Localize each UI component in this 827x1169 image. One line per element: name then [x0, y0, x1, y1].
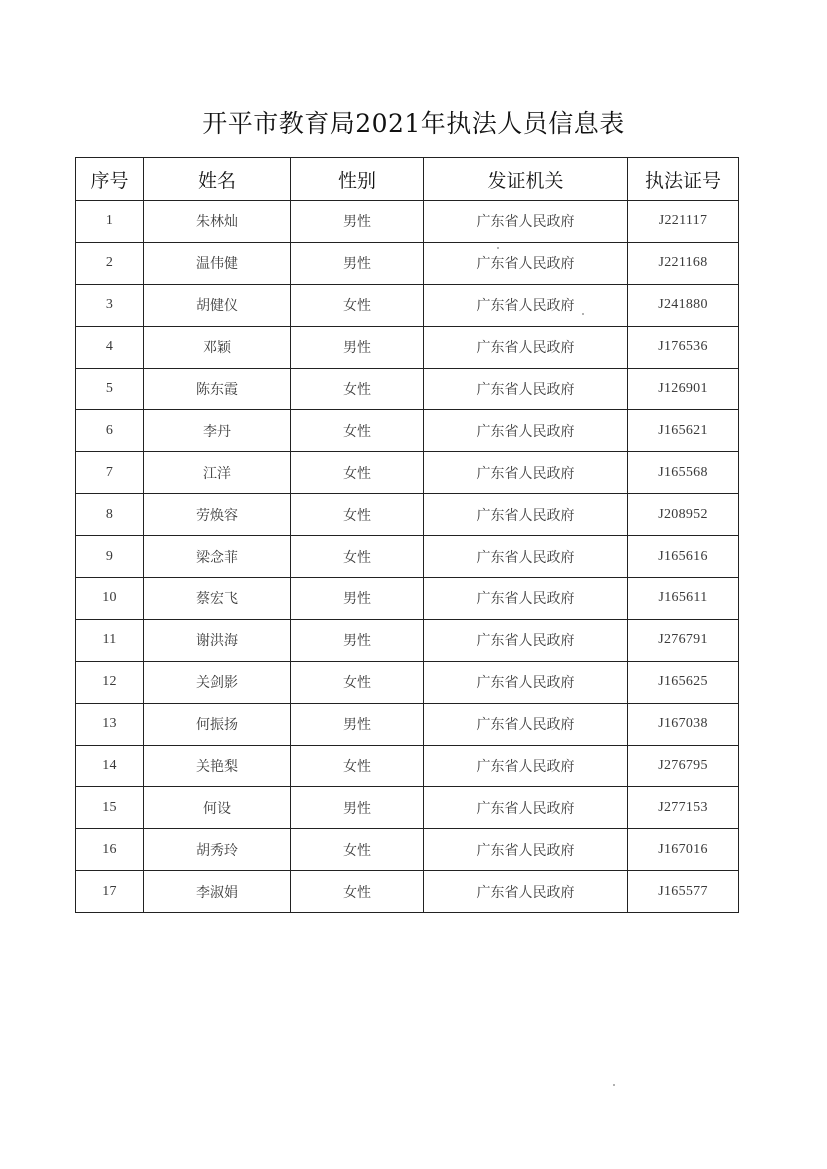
cell-issuer: 广东省人民政府	[424, 368, 628, 410]
cell-gender: 女性	[291, 410, 424, 452]
scan-speck	[613, 1084, 615, 1086]
cell-name: 何振扬	[144, 703, 291, 745]
cell-name: 胡健仪	[144, 284, 291, 326]
table-row	[76, 326, 739, 368]
cell-gender: 男性	[291, 326, 424, 368]
cell-name: 关艳梨	[144, 745, 291, 787]
cell-cert: J221117	[628, 201, 739, 243]
cell-name: 陈东霞	[144, 368, 291, 410]
cell-seq: 5	[76, 368, 144, 410]
cell-seq: 2	[76, 242, 144, 284]
cell-cert: J277153	[628, 787, 739, 829]
cell-issuer: 广东省人民政府	[424, 871, 628, 913]
cell-issuer: 广东省人民政府	[424, 619, 628, 661]
table-row	[76, 536, 739, 578]
cell-issuer: 广东省人民政府	[424, 787, 628, 829]
cell-seq: 1	[76, 201, 144, 243]
cell-cert: J165577	[628, 871, 739, 913]
cell-gender: 男性	[291, 578, 424, 620]
header-cert: 执法证号	[628, 158, 739, 201]
cell-gender: 女性	[291, 368, 424, 410]
scan-speck	[497, 247, 499, 249]
cell-issuer: 广东省人民政府	[424, 494, 628, 536]
cell-cert: J165621	[628, 410, 739, 452]
cell-name: 江洋	[144, 452, 291, 494]
cell-issuer: 广东省人民政府	[424, 829, 628, 871]
cell-gender: 男性	[291, 619, 424, 661]
cell-gender: 女性	[291, 494, 424, 536]
cell-gender: 女性	[291, 871, 424, 913]
table-row	[76, 410, 739, 452]
table-row	[76, 871, 739, 913]
cell-seq: 6	[76, 410, 144, 452]
cell-cert: J221168	[628, 242, 739, 284]
cell-seq: 13	[76, 703, 144, 745]
header-seq: 序号	[76, 158, 144, 201]
cell-issuer: 广东省人民政府	[424, 536, 628, 578]
cell-seq: 11	[76, 619, 144, 661]
table-header-row	[76, 158, 739, 201]
cell-gender: 女性	[291, 661, 424, 703]
cell-name: 谢洪海	[144, 619, 291, 661]
cell-seq: 15	[76, 787, 144, 829]
cell-gender: 女性	[291, 536, 424, 578]
cell-issuer: 广东省人民政府	[424, 284, 628, 326]
cell-cert: J165568	[628, 452, 739, 494]
table-row	[76, 703, 739, 745]
cell-gender: 男性	[291, 787, 424, 829]
cell-seq: 4	[76, 326, 144, 368]
cell-gender: 女性	[291, 745, 424, 787]
table-row	[76, 201, 739, 243]
cell-name: 梁念菲	[144, 536, 291, 578]
cell-name: 朱林灿	[144, 201, 291, 243]
info-table	[75, 157, 739, 913]
cell-cert: J165625	[628, 661, 739, 703]
cell-seq: 9	[76, 536, 144, 578]
table-row	[76, 284, 739, 326]
cell-cert: J165616	[628, 536, 739, 578]
cell-cert: J167038	[628, 703, 739, 745]
cell-gender: 女性	[291, 829, 424, 871]
cell-name: 蔡宏飞	[144, 578, 291, 620]
cell-name: 何设	[144, 787, 291, 829]
cell-cert: J165611	[628, 578, 739, 620]
table-row	[76, 661, 739, 703]
cell-name: 李淑娟	[144, 871, 291, 913]
table-row	[76, 452, 739, 494]
cell-name: 劳焕容	[144, 494, 291, 536]
cell-cert: J276795	[628, 745, 739, 787]
cell-gender: 男性	[291, 201, 424, 243]
page-title: 开平市教育局2021年执法人员信息表	[202, 109, 625, 138]
cell-gender: 女性	[291, 452, 424, 494]
cell-cert: J126901	[628, 368, 739, 410]
cell-seq: 8	[76, 494, 144, 536]
table-row	[76, 242, 739, 284]
cell-seq: 16	[76, 829, 144, 871]
table-row	[76, 368, 739, 410]
cell-name: 邓颖	[144, 326, 291, 368]
cell-gender: 男性	[291, 242, 424, 284]
cell-issuer: 广东省人民政府	[424, 578, 628, 620]
cell-name: 温伟健	[144, 242, 291, 284]
header-gender: 性别	[291, 158, 424, 201]
cell-issuer: 广东省人民政府	[424, 452, 628, 494]
table-row	[76, 619, 739, 661]
cell-issuer: 广东省人民政府	[424, 410, 628, 452]
cell-gender: 男性	[291, 703, 424, 745]
cell-name: 胡秀玲	[144, 829, 291, 871]
header-name: 姓名	[144, 158, 291, 201]
table-row	[76, 829, 739, 871]
cell-issuer: 广东省人民政府	[424, 745, 628, 787]
cell-seq: 17	[76, 871, 144, 913]
cell-issuer: 广东省人民政府	[424, 661, 628, 703]
cell-seq: 12	[76, 661, 144, 703]
cell-seq: 10	[76, 578, 144, 620]
cell-cert: J167016	[628, 829, 739, 871]
cell-gender: 女性	[291, 284, 424, 326]
cell-issuer: 广东省人民政府	[424, 703, 628, 745]
cell-cert: J176536	[628, 326, 739, 368]
scan-speck	[582, 313, 584, 315]
table-row	[76, 494, 739, 536]
cell-cert: J241880	[628, 284, 739, 326]
cell-name: 关剑影	[144, 661, 291, 703]
cell-issuer: 广东省人民政府	[424, 242, 628, 284]
cell-seq: 3	[76, 284, 144, 326]
table-row	[76, 745, 739, 787]
cell-issuer: 广东省人民政府	[424, 326, 628, 368]
header-issuer: 发证机关	[424, 158, 628, 201]
table-row	[76, 578, 739, 620]
cell-name: 李丹	[144, 410, 291, 452]
cell-issuer: 广东省人民政府	[424, 201, 628, 243]
cell-cert: J208952	[628, 494, 739, 536]
cell-seq: 14	[76, 745, 144, 787]
table-row	[76, 787, 739, 829]
cell-cert: J276791	[628, 619, 739, 661]
cell-seq: 7	[76, 452, 144, 494]
